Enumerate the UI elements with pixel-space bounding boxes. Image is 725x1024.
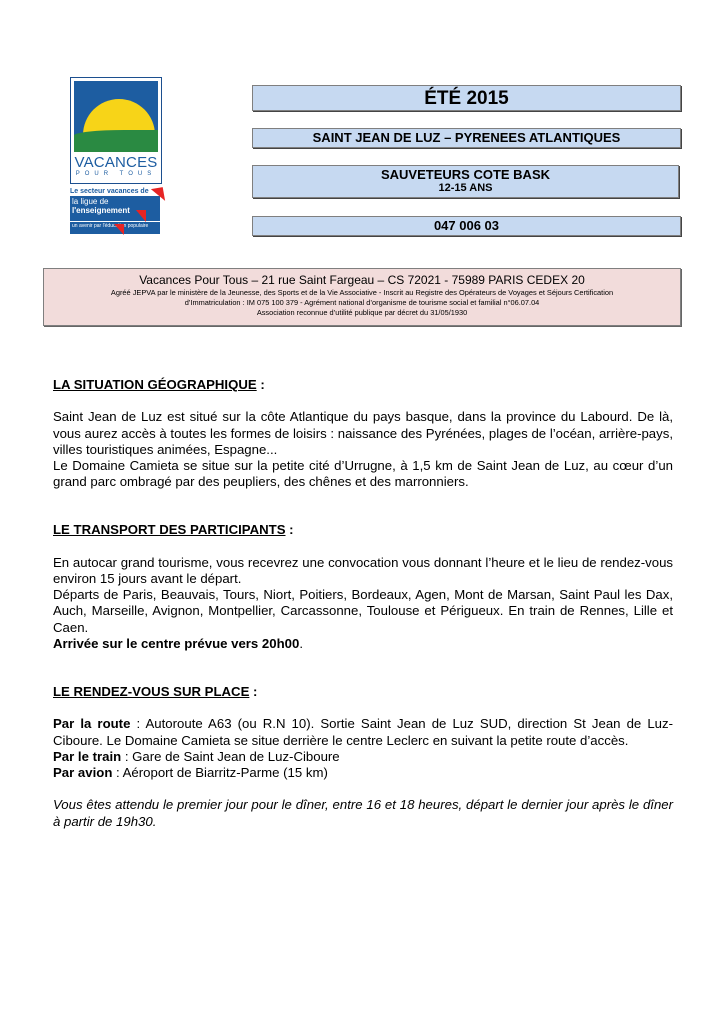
organizer-address-box — [43, 268, 681, 326]
season-title: ÉTÉ 2015 — [252, 85, 681, 111]
section-title-suffix: : — [249, 684, 258, 700]
access-label: Par le train — [53, 748, 122, 764]
schedule-note: Vous êtes attendu le premier jour pour le dîner, entre 16 et 18 heures, départ le dernier jour après le dîner à partir de 19h30. — [53, 797, 673, 829]
ligue-line2: l'enseignement — [72, 206, 130, 215]
arrival-time-end: . — [299, 635, 303, 651]
accreditation-line-1: Agréé JEPVA par le ministère de la Jeunesse, des Sports et de la Vie Associative - Inscrit au Registre des Opérateurs de Voyages et Séjours Certification — [110, 288, 614, 297]
document-body — [53, 377, 673, 830]
red-arrow-icon — [151, 187, 165, 203]
ligue-tagline: un avenir par l'éducation populaire — [72, 223, 149, 229]
section-title-rendezvous — [53, 684, 673, 700]
access-by-road — [53, 716, 673, 748]
section-title-text: LE RENDEZ-VOUS SUR PLACE — [53, 684, 250, 700]
logo-brand-word: VACANCES — [74, 154, 158, 171]
arrival-time-bold: Arrivée sur le centre prévue vers 20h00 — [53, 635, 300, 651]
logo-emblem — [70, 77, 162, 184]
logo-sea — [74, 130, 158, 152]
transport-paragraph-1: En autocar grand tourisme, vous recevrez une convocation vous donnant l’heure et le lieu de rendez-vous environ 15 jours avant le départ. — [53, 554, 673, 586]
vacances-pour-tous-logo — [70, 77, 162, 234]
location-banner: SAINT JEAN DE LUZ – PYRENEES ATLANTIQUES — [252, 128, 681, 148]
access-by-train — [53, 749, 673, 765]
situation-paragraph-2: Le Domaine Camieta se situe sur la petite cité d’Urrugne, à 1,5 km de Saint Jean de Luz, au cœur d’un grand parc ombragé par des peupliers, des chênes et des marronniers. — [53, 458, 673, 490]
section-title-suffix: : — [256, 377, 265, 392]
ligue-divider — [70, 221, 160, 222]
age-range: 12-15 ANS — [438, 182, 493, 194]
access-text: : Gare de Saint Jean de Luz-Ciboure — [121, 748, 340, 764]
arrival-time — [53, 636, 673, 652]
accreditation-line-3: Association reconnue d’utilité publique par décret du 31/05/1930 — [256, 308, 468, 317]
accreditation-line-2: d’Immatriculation : IM 075 100 379 - Agrément national d’organisme de tourisme social et familial n°06.07.04 — [184, 298, 540, 307]
organizer-address: Vacances Pour Tous – 21 rue Saint Fargeau – CS 72021 - 75989 PARIS CEDEX 20 — [139, 273, 585, 287]
section-title-transport — [53, 522, 673, 538]
red-arrow-icon — [114, 224, 124, 235]
ligue-caption: Le secteur vacances de — [70, 188, 149, 195]
section-title-situation — [53, 377, 673, 393]
camp-banner — [252, 165, 679, 198]
access-text: : Aéroport de Biarritz-Parme (15 km) — [112, 765, 328, 781]
access-by-plane — [53, 765, 673, 781]
access-text: : Autoroute A63 (ou R.N 10). Sortie Saint Jean de Luz SUD, direction St Jean de Luz-Ciboure. Le Domaine Camieta se situe derrière le centre Leclerc en suivant la petite route d’accès. — [53, 716, 673, 748]
transport-paragraph-2: Départs de Paris, Beauvais, Tours, Niort, Poitiers, Bordeaux, Agen, Mont de Marsan, Saint Paul les Dax, Auch, Marseille, Avignon, Montpellier, Carcassonne, Toulouse et Périgueux. En train de Rennes, Lille et Caen. — [53, 587, 673, 635]
logo-brand-sub: POUR TOUS — [75, 171, 157, 177]
camp-code: 047 006 03 — [252, 216, 681, 236]
ligue-line1: la ligue de — [72, 197, 109, 206]
section-title-text: LA SITUATION GÉOGRAPHIQUE — [53, 377, 257, 392]
access-label: Par avion — [53, 765, 113, 781]
situation-paragraph-1: Saint Jean de Luz est situé sur la côte Atlantique du pays basque, dans la province du Labourd. De là, vous aurez accès à toutes les formes de loisirs : naissance des Pyrénées, plages de l’océan, arrière-pays, villes touristiques animées, Espagne... — [53, 409, 673, 457]
access-label: Par la route — [53, 716, 131, 732]
red-arrow-icon — [136, 210, 146, 222]
section-title-text: LE TRANSPORT DES PARTICIPANTS — [53, 522, 286, 538]
ligue-enseignement-logo — [70, 196, 160, 234]
section-title-suffix: : — [285, 522, 294, 538]
camp-name: SAUVETEURS COTE BASK — [380, 167, 551, 182]
